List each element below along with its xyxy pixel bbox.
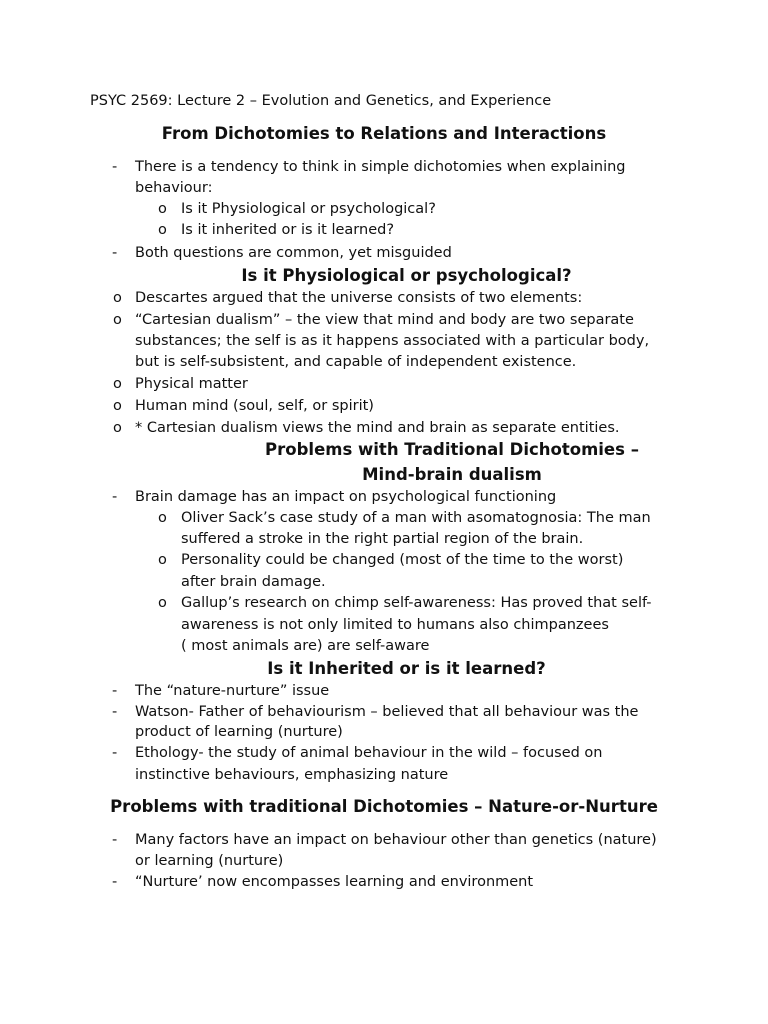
dash-bullet: - (112, 159, 118, 175)
sub-list-item-text: suffered a stroke in the right partial region of the brain. (181, 531, 584, 547)
section-heading-mind-brain-line1: Problems with Traditional Dichotomies – (265, 440, 639, 459)
list-item-text: “Nurture’ now encompasses learning and environment (135, 874, 534, 890)
list-item-text: Physical matter (135, 376, 248, 392)
section-heading-inherited: Is it Inherited or is it learned? (267, 659, 546, 678)
sub-bullet: o (113, 398, 122, 414)
list-item-text: or learning (nurture) (135, 853, 284, 869)
sub-list-item-text: Personality could be changed (most of the time to the worst) (181, 552, 624, 568)
sub-bullet: o (113, 376, 122, 392)
dash-bullet: - (112, 489, 118, 505)
list-item-text: Descartes argued that the universe consists of two elements: (135, 290, 583, 306)
list-item-text: There is a tendency to think in simple dichotomies when explaining (135, 159, 626, 175)
list-item-text: product of learning (nurture) (135, 724, 343, 740)
section-heading-mind-brain-line2: Mind-brain dualism (362, 465, 542, 484)
sub-bullet: o (158, 510, 167, 526)
list-item-text: * Cartesian dualism views the mind and brain as separate entities. (135, 420, 620, 436)
list-item-text: behaviour: (135, 180, 213, 196)
dash-bullet: - (112, 683, 118, 699)
section-heading-nature-nurture: Problems with traditional Dichotomies – Nature-or-Nurture (110, 797, 658, 816)
sub-bullet: o (158, 222, 167, 238)
list-item-text: “Cartesian dualism” – the view that mind and body are two separate (135, 312, 634, 328)
dash-bullet: - (112, 704, 118, 720)
sub-bullet: o (113, 312, 122, 328)
sub-list-item-text: ( most animals are) are self-aware (181, 638, 430, 654)
sub-list-item-text: Is it Physiological or psychological? (181, 201, 436, 217)
section-heading-physiological: Is it Physiological or psychological? (241, 266, 572, 285)
dash-bullet: - (112, 245, 118, 261)
list-item-text: The “nature-nurture” issue (135, 683, 330, 699)
list-item-text: instinctive behaviours, emphasizing nature (135, 767, 449, 783)
sub-bullet: o (158, 552, 167, 568)
sub-bullet: o (158, 595, 167, 611)
sub-list-item-text: Is it inherited or is it learned? (181, 222, 395, 238)
course-title-line: PSYC 2569: Lecture 2 – Evolution and Genetics, and Experience (90, 93, 552, 109)
section-heading-dichotomies: From Dichotomies to Relations and Interactions (161, 124, 607, 143)
sub-list-item-text: awareness is not only limited to humans also chimpanzees (181, 617, 609, 633)
list-item-text: Brain damage has an impact on psychological functioning (135, 489, 557, 505)
sub-list-item-text: after brain damage. (181, 574, 326, 590)
sub-bullet: o (113, 420, 122, 436)
list-item-text: but is self-subsistent, and capable of independent existence. (135, 354, 577, 370)
list-item-text: Many factors have an impact on behaviour other than genetics (nature) (135, 832, 657, 848)
dash-bullet: - (112, 874, 118, 890)
list-item-text: Watson- Father of behaviourism – believed that all behaviour was the (135, 704, 639, 720)
sub-bullet: o (113, 290, 122, 306)
dash-bullet: - (112, 832, 118, 848)
list-item-text: Human mind (soul, self, or spirit) (135, 398, 374, 414)
list-item-text: substances; the self is as it happens associated with a particular body, (135, 333, 650, 349)
sub-list-item-text: Oliver Sack’s case study of a man with asomatognosia: The man (181, 510, 651, 526)
list-item-text: Both questions are common, yet misguided (135, 245, 452, 261)
list-item-text: Ethology- the study of animal behaviour in the wild – focused on (135, 745, 603, 761)
sub-list-item-text: Gallup’s research on chimp self-awareness: Has proved that self- (181, 595, 652, 611)
sub-bullet: o (158, 201, 167, 217)
dash-bullet: - (112, 745, 118, 761)
